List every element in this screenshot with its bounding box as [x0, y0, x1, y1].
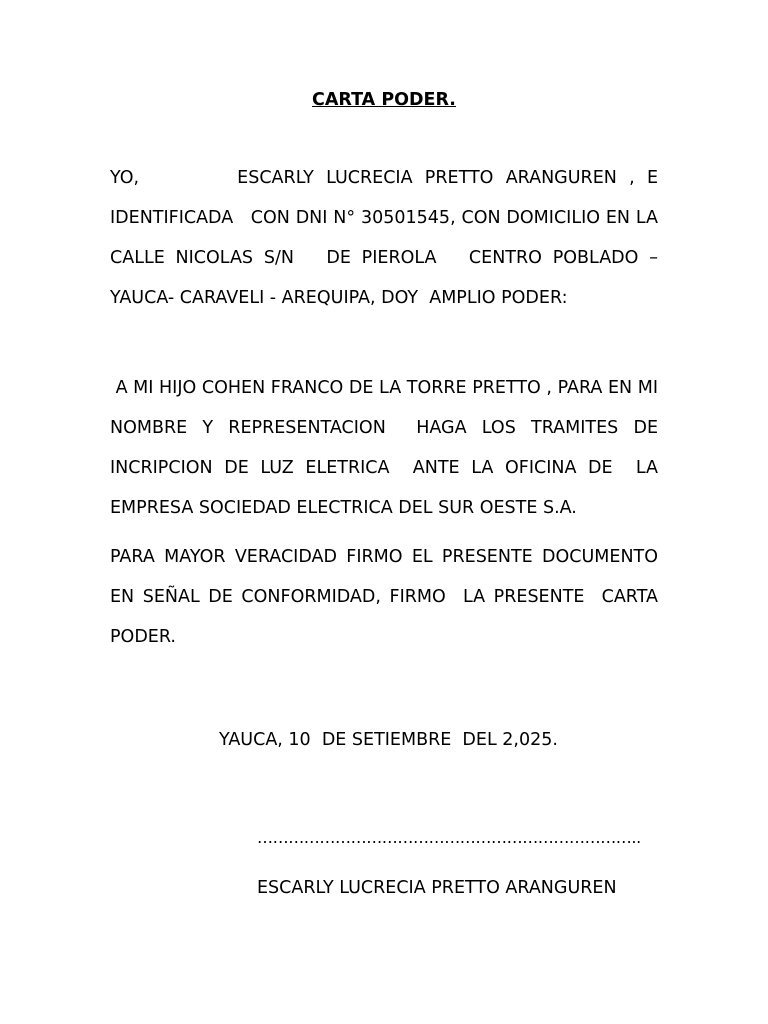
paragraph-declarant: YO, ESCARLY LUCRECIA PRETTO ARANGUREN , E IDENTIFICADA CON DNI N° 30501545, CON DOMICILIO EN LA CALLE NICOLAS S/N DE PIEROLA CENTRO POBLADO – YAUCA- CARAVELI - AREQUIPA, DOY AMPLIO PODER: [110, 168, 658, 308]
signature-line: ……………………………………………………………….. [257, 828, 641, 847]
signatory-name: ESCARLY LUCRECIA PRETTO ARANGUREN [257, 878, 617, 898]
paragraph-authorization: A MI HIJO COHEN FRANCO DE LA TORRE PRETTO , PARA EN MI NOMBRE Y REPRESENTACION HAGA LOS TRAMITES DE INCRIPCION DE LUZ ELETRICA ANTE LA OFICINA DE LA EMPRESA SOCIEDAD ELECTRICA DEL SUR OESTE S.A. [110, 378, 658, 518]
document-title: CARTA PODER. [312, 90, 456, 110]
paragraph-conformity: PARA MAYOR VERACIDAD FIRMO EL PRESENTE DOCUMENTO EN SEÑAL DE CONFORMIDAD, FIRMO LA PRESENTE CARTA PODER. [110, 547, 658, 647]
place-and-date: YAUCA, 10 DE SETIEMBRE DEL 2,025. [219, 730, 558, 750]
